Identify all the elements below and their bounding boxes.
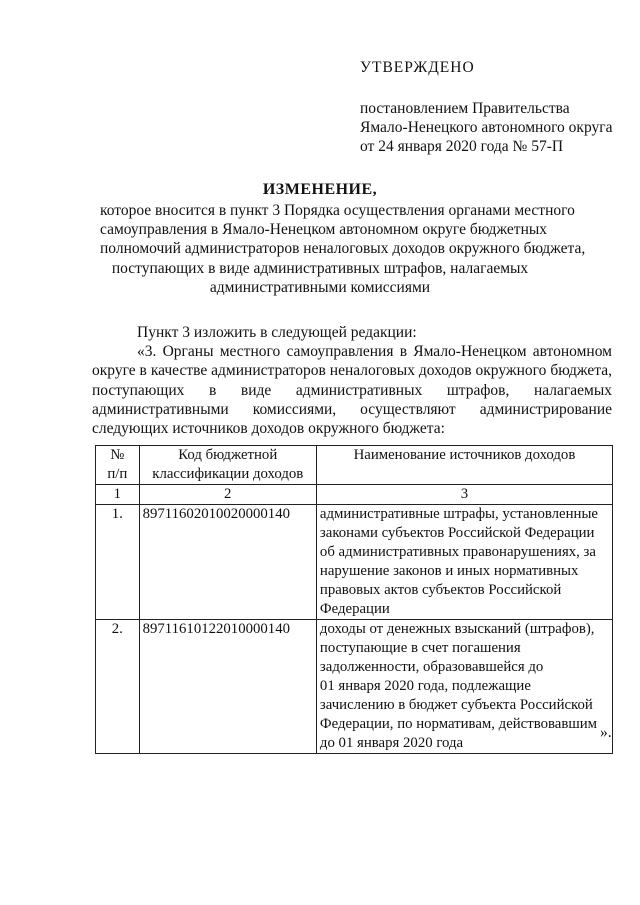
subtitle-line: которое вносится в пункт 3 Порядка осуществления органами местного <box>100 202 575 219</box>
intro-lead: Пункт 3 изложить в следующей редакции: <box>137 324 417 341</box>
subtitle-line: полномочий администраторов неналоговых доходов окружного бюджета, <box>100 240 586 258</box>
approval-line: постановлением Правительства <box>360 100 570 117</box>
header-code: Код бюджетной классификации доходов <box>139 446 316 485</box>
source-name: доходы от денежных взысканий (штрафов), поступающие в счет погашения задолженности, образовавшейся до 01 января 2020 года, подлежащие зачислению в бюджет субъекта Российской Федерации, по нормативам, действовавшим до 01 января 2020 года <box>316 620 612 754</box>
document-subtitle <box>100 201 586 297</box>
subtitle-line: административными комиссиями <box>209 278 431 296</box>
table-header-row <box>96 446 613 485</box>
row-number: 1. <box>96 505 140 620</box>
index-cell: 1 <box>96 485 140 505</box>
approval-line: Ямало-Ненецкого автономного округа <box>360 119 613 136</box>
approval-title: УТВЕРЖДЕНО <box>360 59 475 76</box>
subtitle-line: самоуправления в Ямало-Ненецком автономном округе бюджетных <box>100 221 548 239</box>
paragraph-line: «3. Органы местного самоуправления в Ямало-Ненецком автономном <box>137 343 612 361</box>
revenue-sources-table <box>95 445 613 754</box>
index-cell: 2 <box>139 485 316 505</box>
table-index-row <box>96 485 613 505</box>
paragraph-line: округе в качестве администраторов неналоговых доходов окружного бюджета, <box>92 362 612 380</box>
approval-block <box>360 58 620 156</box>
paragraph-line: административными комиссиями, осуществляют администрирование <box>92 400 612 418</box>
budget-code: 89711610122010000140 <box>139 620 316 754</box>
intro-text <box>92 323 612 438</box>
document-title: ИЗМЕНЕНИЕ, <box>262 181 378 198</box>
budget-code: 89711602010020000140 <box>139 505 316 620</box>
approval-line: от 24 января 2020 года № 57-П <box>360 138 564 155</box>
row-number: 2. <box>96 620 140 754</box>
paragraph-line: следующих источников доходов окружного бюджета: <box>92 420 445 438</box>
table-row <box>96 620 613 754</box>
subtitle-line: поступающих в виде административных штрафов, налагаемых <box>111 259 529 277</box>
paragraph-line: поступающих в виде административных штрафов, налагаемых <box>92 381 612 399</box>
source-name: административные штрафы, установленные законами субъектов Российской Федерации об административных правонарушениях, за нарушение законов и иных нормативных правовых актов субъектов Российской Федерации <box>316 505 612 620</box>
header-num: № п/п <box>96 446 140 485</box>
index-cell: 3 <box>316 485 612 505</box>
closing-quote: ». <box>600 724 612 741</box>
header-name: Наименование источников доходов <box>316 446 612 485</box>
table-row <box>96 505 613 620</box>
